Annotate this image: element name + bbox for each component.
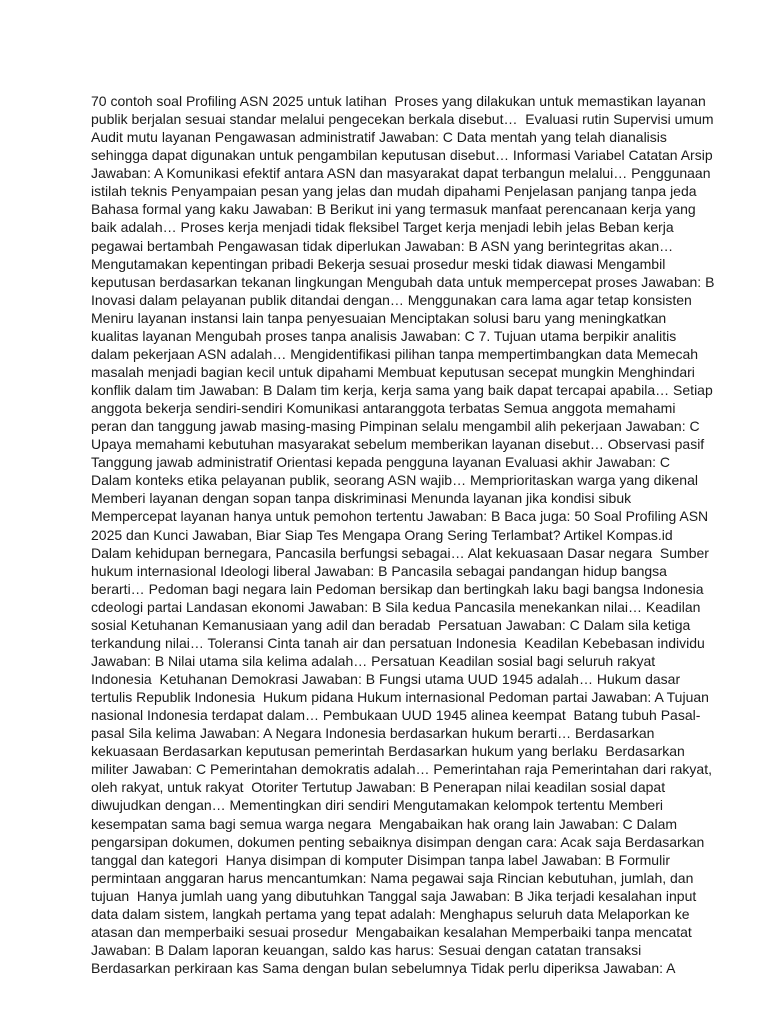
text-line: sosial Ketuhanan Kemanusiaan yang adil dan beradab Persatuan Jawaban: C Dalam sila ketiga bbox=[91, 616, 691, 633]
text-line: Upaya memahami kebutuhan masyarakat sebelum memberikan layanan disebut… Observasi pasif bbox=[91, 436, 705, 453]
text-line: pasal Sila kelima Jawaban: A Negara Indonesia berdasarkan hukum berarti… Berdasarkan bbox=[91, 725, 655, 742]
text-line: Mengutamakan kepentingan pribadi Bekerja sesuai prosedur meski tidak diawasi Mengambil bbox=[91, 255, 666, 272]
text-line: diwujudkan dengan… Mementingkan diri sendiri Mengutamakan kelompok tertentu Memberi bbox=[91, 797, 663, 814]
text-line: militer Jawaban: C Pemerintahan demokratis adalah… Pemerintahan raja Pemerintahan dari rakyat, bbox=[91, 761, 712, 778]
text-line: Meniru layanan instansi lain tanpa penyesuaian Menciptakan solusi baru yang meningkatkan bbox=[91, 309, 667, 326]
text-line: oleh rakyat, untuk rakyat Otoriter Tertutup Jawaban: B Penerapan nilai keadilan sosial dapat bbox=[91, 779, 666, 796]
text-line: 70 contoh soal Profiling ASN 2025 untuk latihan Proses yang dilakukan untuk memastikan layanan bbox=[91, 93, 706, 109]
text-line: Dalam kehidupan bernegara, Pancasila berfungsi sebagai… Alat kekuasaan Dasar negara Sumber bbox=[91, 544, 709, 561]
text-line: Memberi layanan dengan sopan tanpa diskriminasi Menunda layanan jika kondisi sibuk bbox=[91, 490, 632, 507]
text-line: Inovasi dalam pelayanan publik ditandai dengan… Menggunakan cara lama agar tetap konsisten bbox=[91, 291, 692, 308]
document-body-text bbox=[91, 92, 715, 977]
text-line: berarti… Pedoman bagi negara lain Pedoman bersikap dan bertingkah laku bagi bangsa Indonesia bbox=[91, 580, 704, 597]
text-line: nasional Indonesia terdapat dalam… Pembukaan UUD 1945 alinea keempat Batang tubuh Pasal- bbox=[91, 707, 701, 724]
text-line: peran dan tanggung jawab masing-masing Pimpinan selalu mengambil alih pekerjaan Jawaban: C bbox=[91, 418, 700, 435]
text-line: permintaan anggaran harus mencantumkan: Nama pegawai saja Rincian kebutuhan, jumlah, dan bbox=[91, 869, 694, 886]
text-line: sehingga dapat digunakan untuk pengambilan keputusan disebut… Informasi Variabel Catatan Arsip bbox=[91, 147, 713, 164]
text-line: Mempercepat layanan hanya untuk pemohon tertentu Jawaban: B Baca juga: 50 Soal Profiling ASN bbox=[91, 508, 709, 525]
text-line: istilah teknis Penyampaian pesan yang jelas dan mudah dipahami Penjelasan panjang tanpa jeda bbox=[91, 183, 697, 200]
text-line: tujuan Hanya jumlah uang yang dibutuhkan Tanggal saja Jawaban: B Jika terjadi kesalahan input bbox=[91, 887, 697, 904]
text-line: Jawaban: A Komunikasi efektif antara ASN dan masyarakat dapat terbangun melalui… Penggunaan bbox=[91, 165, 711, 182]
text-line: terkandung nilai… Toleransi Cinta tanah air dan persatuan Indonesia Keadilan Kebebasan individu bbox=[91, 634, 705, 651]
text-line: 2025 dan Kunci Jawaban, Biar Siap Tes Mengapa Orang Sering Terlambat? Artikel Kompas.id bbox=[91, 526, 673, 543]
text-line: anggota bekerja sendiri-sendiri Komunikasi antaranggota terbatas Semua anggota memahami bbox=[91, 400, 676, 417]
text-line: Indonesia Ketuhanan Demokrasi Jawaban: B Fungsi utama UUD 1945 adalah… Hukum dasar bbox=[91, 671, 681, 687]
text-line: atasan dan memperbaiki sesuai prosedur Mengabaikan kesalahan Memperbaiki tanpa mencatat bbox=[91, 923, 692, 940]
text-line: konflik dalam tim Jawaban: B Dalam tim kerja, kerja sama yang baik dapat tercapai apabila… Setiap bbox=[91, 382, 713, 398]
text-line: Jawaban: B Nilai utama sila kelima adalah… Persatuan Keadilan sosial bagi seluruh rakyat bbox=[91, 652, 656, 669]
text-line: dalam pekerjaan ASN adalah… Mengidentifikasi pilihan tanpa mempertimbangkan data Memecah bbox=[91, 345, 699, 362]
text-line: Dalam konteks etika pelayanan publik, seorang ASN wajib… Memprioritaskan warga yang dikenal bbox=[91, 472, 698, 489]
text-line: publik berjalan sesuai standar melalui pengecekan berkala disebut… Evaluasi rutin Supervisi umum bbox=[91, 111, 714, 128]
text-line: Tanggung jawab administratif Orientasi kepada pengguna layanan Evaluasi akhir Jawaban: C bbox=[91, 454, 671, 471]
text-line: tertulis Republik Indonesia Hukum pidana Hukum internasional Pedoman partai Jawaban: A Tujuan bbox=[91, 689, 709, 706]
text-line: Berdasarkan perkiraan kas Sama dengan bulan sebelumnya Tidak perlu diperiksa Jawaban: A bbox=[91, 960, 676, 976]
text-line: Audit mutu layanan Pengawasan administratif Jawaban: C Data mentah yang telah dianalisis bbox=[91, 129, 667, 146]
text-line: Bahasa formal yang kaku Jawaban: B Berikut ini yang termasuk manfaat perencanaan kerja yang bbox=[91, 201, 696, 218]
text-line: kesempatan sama bagi semua warga negara Mengabaikan hak orang lain Jawaban: C Dalam bbox=[91, 815, 678, 832]
text-line: tanggal dan kategori Hanya disimpan di komputer Disimpan tanpa label Jawaban: B Formulir bbox=[91, 851, 670, 868]
text-line: kualitas layanan Mengubah proses tanpa analisis Jawaban: C 7. Tujuan utama berpikir analitis bbox=[91, 327, 677, 344]
text-line: hukum internasional Ideologi liberal Jawaban: B Pancasila sebagai pandangan hidup bangsa bbox=[91, 562, 667, 579]
text-line: Jawaban: B Dalam laporan keuangan, saldo kas harus: Sesuai dengan catatan transaksi bbox=[91, 941, 642, 958]
text-line: baik adalah… Proses kerja menjadi tidak fleksibel Target kerja menjadi lebih jelas Beban kerja bbox=[91, 219, 674, 236]
text-line: cdeologi partai Landasan ekonomi Jawaban: B Sila kedua Pancasila menekankan nilai… Keadilan bbox=[91, 598, 701, 615]
text-line: masalah menjadi bagian kecil untuk dipahami Membuat keputusan secepat mungkin Menghindari bbox=[91, 363, 695, 380]
text-line: kekuasaan Berdasarkan keputusan pemerintah Berdasarkan hukum yang berlaku Berdasarkan bbox=[91, 743, 685, 760]
text-line: pengarsipan dokumen, dokumen penting sebaiknya disimpan dengan cara: Acak saja Berdasarkan bbox=[91, 833, 705, 850]
text-line: pegawai bertambah Pengawasan tidak diperlukan Jawaban: B ASN yang berintegritas akan… bbox=[91, 237, 674, 254]
text-line: keputusan berdasarkan tekanan lingkungan Mengubah data untuk mempercepat proses Jawaban: B bbox=[91, 273, 715, 290]
text-line: data dalam sistem, langkah pertama yang tepat adalah: Menghapus seluruh data Melaporkan ke bbox=[91, 905, 690, 922]
